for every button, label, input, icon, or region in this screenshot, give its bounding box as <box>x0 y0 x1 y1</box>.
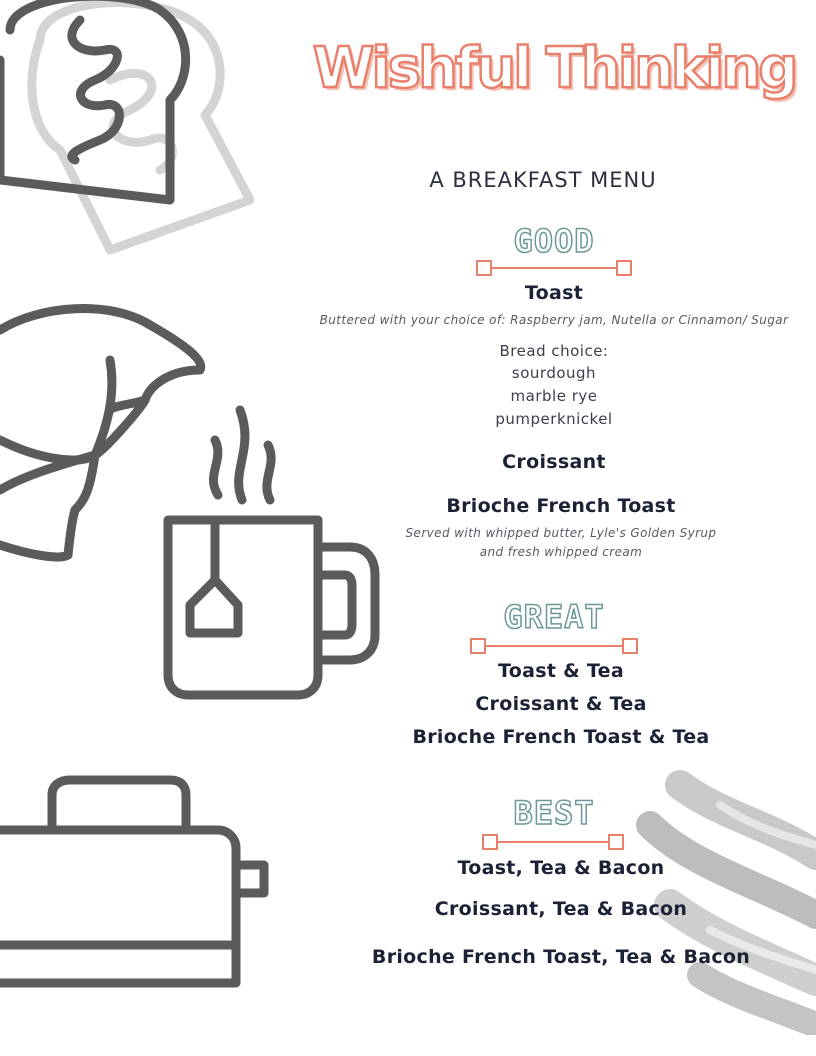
menu-item-croissant-tea-bacon: Croissant, Tea & Bacon <box>434 898 688 920</box>
tier-divider-good <box>476 260 632 276</box>
menu-subtitle: A BREAKFAST MENU <box>429 168 657 192</box>
menu-item-brioche-french-toast: Brioche French Toast <box>446 495 676 517</box>
bread-option: sourdough <box>511 364 597 382</box>
brioche-description-line: and fresh whipped cream <box>479 545 643 559</box>
toast-icon <box>0 0 270 260</box>
brioche-description-line: Served with whipped butter, Lyle's Golden Syrup <box>405 526 717 540</box>
menu-title: Wishful Thinking <box>312 36 796 101</box>
bread-choice-heading: Bread choice: <box>499 342 609 360</box>
toast-description: Buttered with your choice of: Raspberry jam, Nutella or Cinnamon/ Sugar <box>319 313 789 327</box>
bread-option: marble rye <box>510 387 598 405</box>
tier-divider-great <box>470 638 638 654</box>
menu-item-croissant: Croissant <box>502 451 606 473</box>
menu-item-toast: Toast <box>524 282 584 304</box>
tier-label-good: GOOD <box>513 222 595 260</box>
menu-item-toast-tea: Toast & Tea <box>498 660 624 682</box>
toaster-icon <box>0 775 275 990</box>
tier-label-great: GREAT <box>503 598 605 636</box>
tier-label-best: BEST <box>513 794 595 832</box>
menu-item-croissant-tea: Croissant & Tea <box>475 693 647 715</box>
bread-option: pumperknickel <box>495 410 613 428</box>
menu-item-brioche-tea-bacon: Brioche French Toast, Tea & Bacon <box>371 946 751 968</box>
menu-item-toast-tea-bacon: Toast, Tea & Bacon <box>457 857 665 879</box>
tier-divider-best <box>482 834 624 850</box>
menu-item-brioche-tea: Brioche French Toast & Tea <box>412 726 710 748</box>
